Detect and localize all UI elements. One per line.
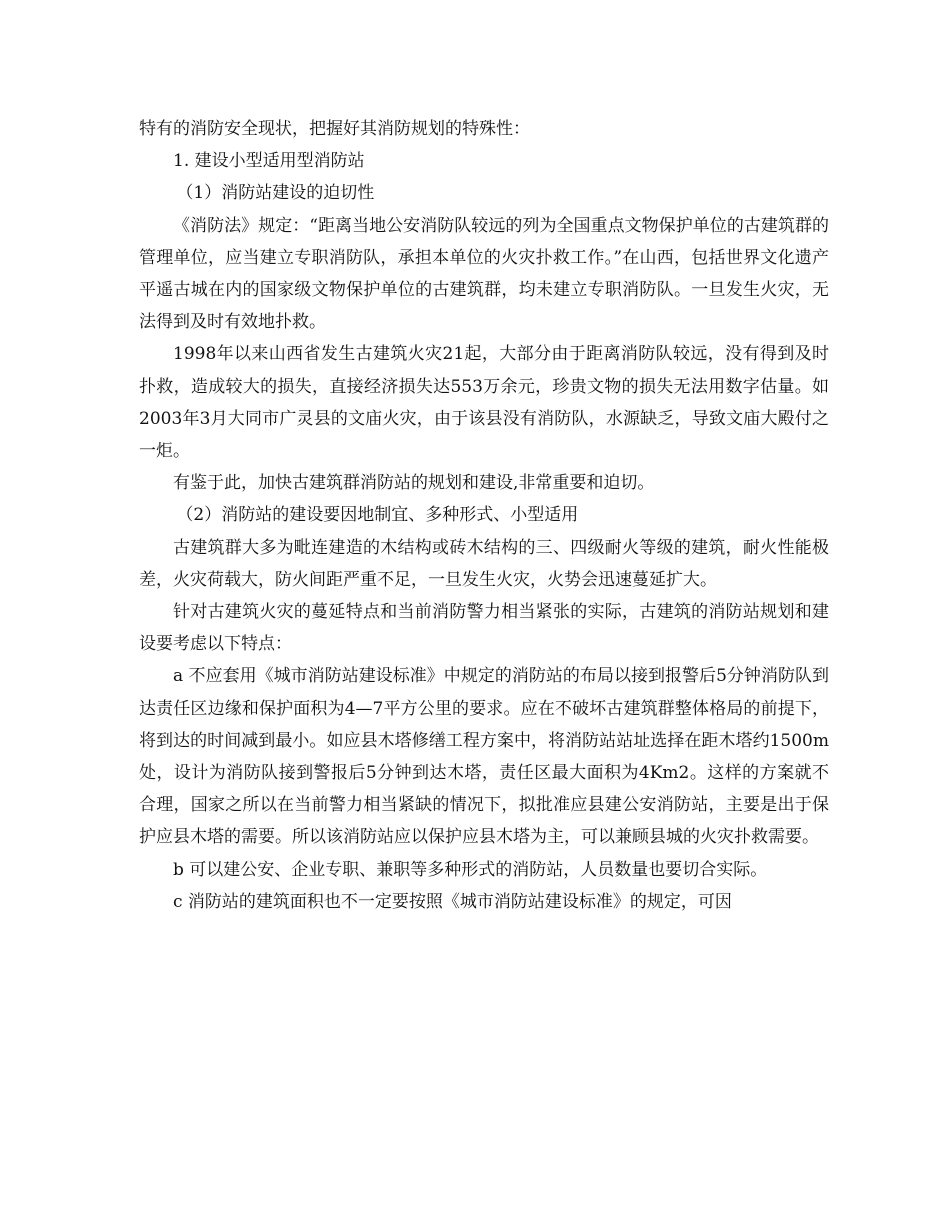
list-item-b: b 可以建公安、企业专职、兼职等多种形式的消防站，人员数量也要切合实际。 <box>173 859 768 880</box>
list-item-a: a 不应套用《城市消防站建设标准》中规定的消防站的布局以接到报警后5分钟消防队到达责任区边缘和保护面积为4—7平方公里的要求。应在不破坏古建筑群整体格局的前提下，将到达的时间减到最小。如应县木塔修缮工程方案中，将消防站站址选择在距木塔约1500m处，设计为消防队接到警报后5分钟到达木塔，责任区最大面积为4Km2。这样的方案就不合理，国家之所以在当前警力相当紧缺的情况下，拟批准应县建公安消防站，主要是出于保护应县木塔的需要。所以该消防站应以保护应县木塔为主，可以兼顾县城的火灾扑救需要。 <box>139 666 829 848</box>
paragraph-fire-statistics: 1998年以来山西省发生古建筑火灾21起，大部分由于距离消防队较远，没有得到及时扑救，造成较大的损失，直接经济损失达553万余元，珍贵文物的损失无法用数字估量。如2003年3月大同市广灵县的文庙火灾，由于该县没有消防队，水源缺乏，导致文庙大殿付之一炬。 <box>139 344 829 462</box>
heading-subsection-2: （2）消防站的建设要因地制宜、多种形式、小型适用 <box>176 505 579 526</box>
paragraph-continuation: 特有的消防安全现状，把握好其消防规划的特殊性： <box>139 119 530 139</box>
paragraph-building-structure: 古建筑群大多为毗连建造的木结构或砖木结构的三、四级耐火等级的建筑，耐火性能极差，火灾荷载大，防火间距严重不足，一旦发生火灾，火势会迅速蔓延扩大。 <box>139 537 829 590</box>
heading-section-1: 1. 建设小型适用型消防站 <box>173 151 365 172</box>
heading-subsection-1: （1）消防站建设的迫切性 <box>176 183 375 204</box>
paragraph-urgency: 有鉴于此，加快古建筑群消防站的规划和建设,非常重要和迫切。 <box>173 473 655 494</box>
paragraph-planning-features: 针对古建筑火灾的蔓延特点和当前消防警力相当紧张的实际，古建筑的消防站规划和建设要考虑以下特点： <box>139 602 829 655</box>
list-item-c: c 消防站的建筑面积也不一定要按照《城市消防站建设标准》的规定，可因 <box>173 891 732 912</box>
document-body <box>139 113 829 918</box>
paragraph-fire-law: 《消防法》规定：“距离当地公安消防队较远的列为全国重点文物保护单位的古建筑群的管理单位，应当建立专职消防队，承担本单位的火灾扑救工作。”在山西，包括世界文化遗产平遥古城在内的国家级文物保护单位的古建筑群，均未建立专职消防队。一旦发生火灾，无法得到及时有效地扑救。 <box>139 215 829 333</box>
